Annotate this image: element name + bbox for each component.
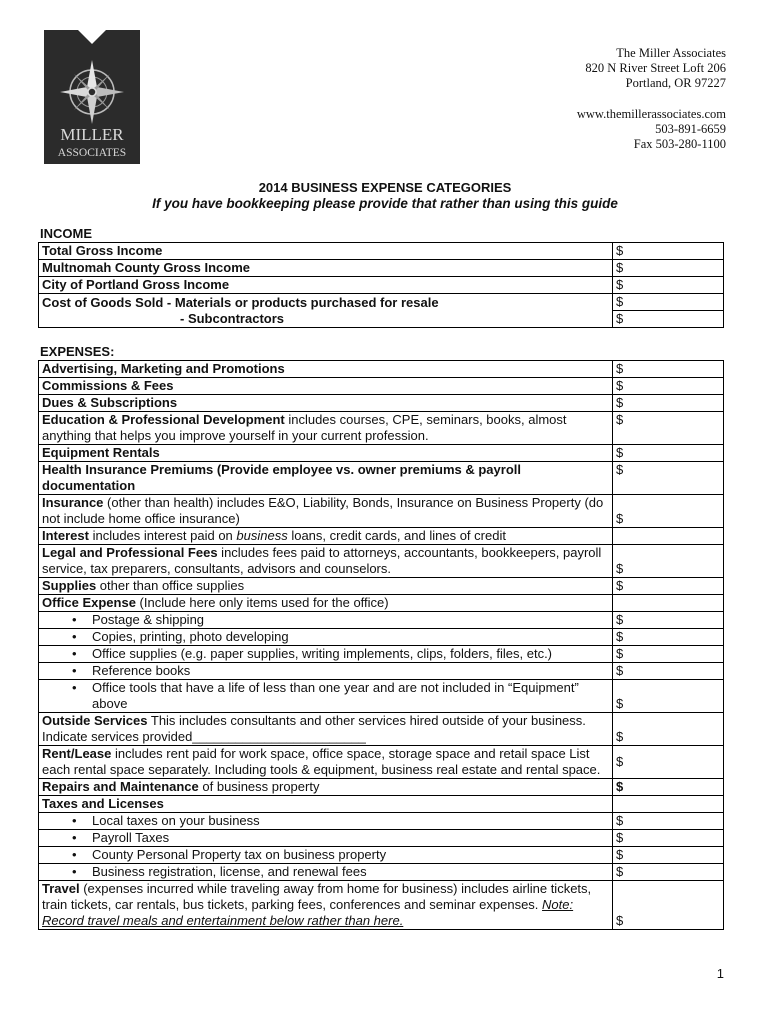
table-row — [39, 277, 724, 294]
document-title: 2014 BUSINESS EXPENSE CATEGORIES — [258, 180, 512, 195]
table-row — [39, 243, 724, 260]
amount-cell[interactable]: $ — [613, 395, 724, 412]
amount-cell[interactable]: $ — [613, 495, 724, 528]
company-name: The Miller Associates — [616, 46, 726, 60]
table-row — [39, 796, 724, 813]
table-row — [39, 713, 724, 746]
expense-label: Rent/Lease includes rent paid for work space, office space, storage space and retail space List each rental space separately. Including tools & equipment, business real estate and rental space. — [39, 746, 613, 779]
website-link[interactable]: www.themillerassociates.com — [576, 107, 726, 121]
expense-label: Legal and Professional Fees includes fees paid to attorneys, accountants, bookkeepers, payroll service, tax preparers, consultants, advisors and counselors. — [39, 545, 613, 578]
expense-label: Taxes and Licenses — [39, 796, 613, 813]
page-number: 1 — [716, 966, 724, 981]
list-item: • Payroll Taxes — [42, 830, 609, 846]
table-row — [39, 412, 724, 445]
expense-label: Commissions & Fees — [39, 378, 613, 395]
expense-label: Equipment Rentals — [39, 445, 613, 462]
table-row — [39, 578, 724, 595]
expense-label: Health Insurance Premiums (Provide employee vs. owner premiums & payroll documentation — [39, 462, 613, 495]
amount-cell[interactable]: $ — [613, 663, 724, 680]
table-row — [39, 864, 724, 881]
table-row — [39, 595, 724, 612]
table-row — [39, 830, 724, 847]
amount-cell[interactable]: $ — [613, 445, 724, 462]
expense-label: Repairs and Maintenance of business property — [39, 779, 613, 796]
list-item: • Postage & shipping — [42, 612, 609, 628]
expense-label: Interest includes interest paid on business loans, credit cards, and lines of credit — [39, 528, 613, 545]
table-row — [39, 746, 724, 779]
amount-cell[interactable]: $ — [613, 277, 724, 294]
list-item: • Local taxes on your business — [42, 813, 609, 829]
amount-cell[interactable]: $ — [613, 612, 724, 629]
list-item: • Reference books — [42, 663, 609, 679]
svg-text:ASSOCIATES: ASSOCIATES — [57, 147, 127, 159]
table-row — [39, 311, 724, 328]
expense-label: Travel (expenses incurred while traveling away from home for business) includes airline tickets, train tickets, car rentals, bus tickets, parking fees, conferences and seminar expenses. Note: Record travel meals and entertainment below rather than here. — [39, 881, 613, 930]
city-state-zip: Portland, OR 97227 — [625, 76, 726, 90]
amount-cell[interactable] — [613, 595, 724, 612]
list-item: • Office supplies (e.g. paper supplies, writing implements, clips, folders, files, etc.) — [42, 646, 609, 662]
amount-cell[interactable] — [613, 528, 724, 545]
amount-cell[interactable]: $ — [613, 779, 724, 796]
document-subtitle: If you have bookkeeping please provide that rather than using this guide — [152, 196, 618, 211]
amount-cell[interactable]: $ — [613, 746, 724, 779]
table-row — [39, 361, 724, 378]
expense-label: Outside Services This includes consultants and other services hired outside of your business. Indicate services provided________________________ — [39, 713, 613, 746]
travel-note: Note: Record travel meals and entertainment below rather than here. — [42, 897, 574, 928]
company-address-block — [577, 46, 726, 152]
amount-cell[interactable]: $ — [613, 864, 724, 881]
income-label: City of Portland Gross Income — [39, 277, 613, 294]
amount-cell[interactable]: $ — [613, 378, 724, 395]
expense-label: Office Expense (Include here only items used for the office) — [39, 595, 613, 612]
income-label: Cost of Goods Sold - Materials or products purchased for resale — [39, 294, 613, 311]
amount-cell[interactable] — [613, 796, 724, 813]
income-label: Multnomah County Gross Income — [39, 260, 613, 277]
income-heading: INCOME — [40, 226, 92, 241]
svg-text:MILLER: MILLER — [60, 125, 124, 144]
amount-cell[interactable]: $ — [613, 243, 724, 260]
miller-associates-logo — [44, 30, 140, 164]
table-row — [39, 629, 724, 646]
table-row — [39, 395, 724, 412]
list-item: • Copies, printing, photo developing — [42, 629, 609, 645]
amount-cell[interactable]: $ — [613, 361, 724, 378]
income-label: Total Gross Income — [39, 243, 613, 260]
income-label: - Subcontractors — [180, 311, 285, 326]
table-row — [39, 378, 724, 395]
table-row — [39, 646, 724, 663]
amount-cell[interactable]: $ — [613, 260, 724, 277]
expense-label: Advertising, Marketing and Promotions — [39, 361, 613, 378]
amount-cell[interactable]: $ — [613, 646, 724, 663]
table-row — [39, 545, 724, 578]
amount-cell[interactable]: $ — [613, 680, 724, 713]
expense-label: Insurance (other than health) includes E&O, Liability, Bonds, Insurance on Business Property (do not include home office insurance) — [39, 495, 613, 528]
compass-logo-icon — [44, 30, 140, 164]
amount-cell[interactable]: $ — [613, 847, 724, 864]
amount-cell[interactable]: $ — [613, 578, 724, 595]
amount-cell[interactable]: $ — [613, 294, 724, 311]
table-row — [39, 260, 724, 277]
table-row — [39, 680, 724, 713]
fax-number: Fax 503-280-1100 — [633, 137, 726, 151]
income-table — [38, 242, 724, 328]
table-row — [39, 294, 724, 311]
amount-cell[interactable]: $ — [613, 713, 724, 746]
expense-label: Education & Professional Development includes courses, CPE, seminars, books, almost anything that helps you improve yourself in your current profession. — [39, 412, 613, 445]
amount-cell[interactable]: $ — [613, 462, 724, 495]
table-row — [39, 612, 724, 629]
table-row — [39, 445, 724, 462]
table-row — [39, 847, 724, 864]
amount-cell[interactable]: $ — [613, 311, 724, 328]
table-row — [39, 528, 724, 545]
table-row — [39, 779, 724, 796]
street-address: 820 N River Street Loft 206 — [585, 61, 726, 75]
amount-cell[interactable]: $ — [613, 830, 724, 847]
table-row — [39, 495, 724, 528]
expense-label: Supplies other than office supplies — [39, 578, 613, 595]
amount-cell[interactable]: $ — [613, 629, 724, 646]
expenses-heading: EXPENSES: — [40, 344, 115, 359]
amount-cell[interactable]: $ — [613, 412, 724, 445]
table-row — [39, 813, 724, 830]
list-item: • County Personal Property tax on business property — [42, 847, 609, 863]
expenses-table — [38, 360, 724, 930]
expense-label: Dues & Subscriptions — [39, 395, 613, 412]
amount-cell[interactable]: $ — [613, 545, 724, 578]
table-row — [39, 663, 724, 680]
amount-cell[interactable]: $ — [613, 813, 724, 830]
table-row — [39, 881, 724, 930]
list-item: • Business registration, license, and renewal fees — [42, 864, 609, 880]
phone-number: 503-891-6659 — [655, 122, 726, 136]
table-row — [39, 462, 724, 495]
list-item: • Office tools that have a life of less than one year and are not included in “Equipment” above — [42, 680, 609, 712]
amount-cell[interactable]: $ — [613, 881, 724, 930]
